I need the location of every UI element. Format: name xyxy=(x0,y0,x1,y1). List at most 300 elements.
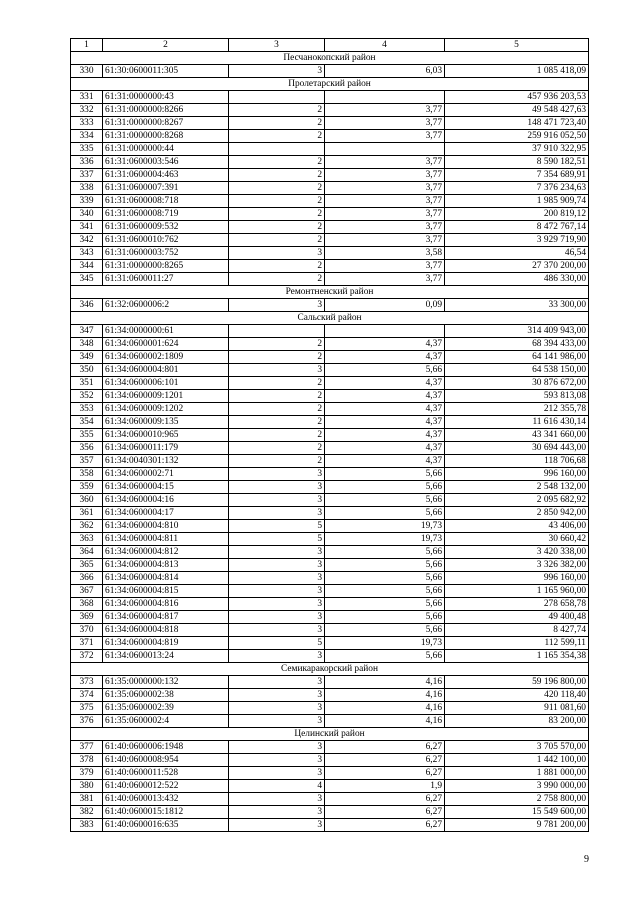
table-row xyxy=(71,182,589,195)
rate-cell: 4,16 xyxy=(325,676,445,689)
table-row xyxy=(71,689,589,702)
cadastral-number-cell: 61:40:0600008:954 xyxy=(103,754,229,767)
table-row xyxy=(71,533,589,546)
row-number-cell: 338 xyxy=(71,182,103,195)
rate-cell xyxy=(325,143,445,156)
rate-cell: 5,66 xyxy=(325,481,445,494)
cadastral-number-cell: 61:40:0600011:528 xyxy=(103,767,229,780)
row-number-cell: 354 xyxy=(71,416,103,429)
row-number-cell: 332 xyxy=(71,104,103,117)
rate-cell: 19,73 xyxy=(325,533,445,546)
row-number-cell: 356 xyxy=(71,442,103,455)
value-cell: 64 141 986,00 xyxy=(445,351,589,364)
row-number-cell: 358 xyxy=(71,468,103,481)
table-row xyxy=(71,429,589,442)
cadastral-number-cell: 61:34:0600002:1809 xyxy=(103,351,229,364)
category-cell: 2 xyxy=(229,351,325,364)
row-number-cell: 352 xyxy=(71,390,103,403)
cadastral-number-cell: 61:34:0600004:818 xyxy=(103,624,229,637)
value-cell: 911 081,60 xyxy=(445,702,589,715)
district-header-row xyxy=(71,78,589,91)
category-cell: 5 xyxy=(229,533,325,546)
value-cell: 486 330,00 xyxy=(445,273,589,286)
cadastral-number-cell: 61:35:0600002:39 xyxy=(103,702,229,715)
category-cell xyxy=(229,143,325,156)
rate-cell: 4,37 xyxy=(325,351,445,364)
table-row xyxy=(71,611,589,624)
value-cell: 1 881 000,00 xyxy=(445,767,589,780)
district-name: Семикаракорский район xyxy=(71,663,589,676)
rate-cell xyxy=(325,91,445,104)
district-name: Пролетарский район xyxy=(71,78,589,91)
cadastral-number-cell: 61:31:0600008:719 xyxy=(103,208,229,221)
value-cell: 33 300,00 xyxy=(445,299,589,312)
rate-cell: 4,37 xyxy=(325,416,445,429)
value-cell: 118 706,68 xyxy=(445,455,589,468)
cadastral-number-cell: 61:30:0600011:305 xyxy=(103,65,229,78)
category-cell: 2 xyxy=(229,338,325,351)
value-cell: 83 200,00 xyxy=(445,715,589,728)
row-number-cell: 359 xyxy=(71,481,103,494)
category-cell: 3 xyxy=(229,676,325,689)
rate-cell: 4,37 xyxy=(325,377,445,390)
cadastral-number-cell: 61:34:0600004:16 xyxy=(103,494,229,507)
row-number-cell: 331 xyxy=(71,91,103,104)
cadastral-number-cell: 61:34:0600001:624 xyxy=(103,338,229,351)
cadastral-number-cell: 61:31:0600004:463 xyxy=(103,169,229,182)
category-cell: 3 xyxy=(229,702,325,715)
table-row xyxy=(71,494,589,507)
table-row xyxy=(71,442,589,455)
category-cell: 4 xyxy=(229,780,325,793)
rate-cell: 5,66 xyxy=(325,559,445,572)
table-row xyxy=(71,780,589,793)
row-number-cell: 351 xyxy=(71,377,103,390)
value-cell: 68 394 433,00 xyxy=(445,338,589,351)
rate-cell: 3,58 xyxy=(325,247,445,260)
cadastral-number-cell: 61:40:0600016:635 xyxy=(103,819,229,832)
row-number-cell: 361 xyxy=(71,507,103,520)
table-row xyxy=(71,520,589,533)
cadastral-number-cell: 61:40:0600006:1948 xyxy=(103,741,229,754)
category-cell: 3 xyxy=(229,585,325,598)
category-cell: 2 xyxy=(229,455,325,468)
category-cell: 3 xyxy=(229,741,325,754)
rate-cell: 3,77 xyxy=(325,182,445,195)
category-cell: 3 xyxy=(229,468,325,481)
rate-cell: 3,77 xyxy=(325,208,445,221)
cadastral-number-cell: 61:35:0600002:38 xyxy=(103,689,229,702)
table-row xyxy=(71,143,589,156)
value-cell: 3 420 338,00 xyxy=(445,546,589,559)
column-number-header-row xyxy=(71,39,589,52)
category-cell: 2 xyxy=(229,221,325,234)
value-cell: 3 326 382,00 xyxy=(445,559,589,572)
value-cell: 7 376 234,63 xyxy=(445,182,589,195)
row-number-cell: 348 xyxy=(71,338,103,351)
cadastral-number-cell: 61:34:0000000:61 xyxy=(103,325,229,338)
column-header: 3 xyxy=(229,39,325,52)
table-row xyxy=(71,468,589,481)
district-name: Сальский район xyxy=(71,312,589,325)
row-number-cell: 335 xyxy=(71,143,103,156)
table-row xyxy=(71,806,589,819)
value-cell: 8 472 767,14 xyxy=(445,221,589,234)
district-header-row xyxy=(71,728,589,741)
rate-cell: 5,66 xyxy=(325,468,445,481)
row-number-cell: 376 xyxy=(71,715,103,728)
rate-cell: 3,77 xyxy=(325,273,445,286)
rate-cell: 1,9 xyxy=(325,780,445,793)
value-cell: 30 660,42 xyxy=(445,533,589,546)
rate-cell: 5,66 xyxy=(325,494,445,507)
value-cell: 457 936 203,53 xyxy=(445,91,589,104)
value-cell: 2 095 682,92 xyxy=(445,494,589,507)
cadastral-number-cell: 61:31:0600010:762 xyxy=(103,234,229,247)
category-cell: 3 xyxy=(229,65,325,78)
table-row xyxy=(71,156,589,169)
row-number-cell: 330 xyxy=(71,65,103,78)
row-number-cell: 339 xyxy=(71,195,103,208)
table-row xyxy=(71,481,589,494)
cadastral-number-cell: 61:34:0040301:132 xyxy=(103,455,229,468)
category-cell: 2 xyxy=(229,182,325,195)
cadastral-number-cell: 61:31:0000000:8268 xyxy=(103,130,229,143)
row-number-cell: 365 xyxy=(71,559,103,572)
value-cell: 3 705 570,00 xyxy=(445,741,589,754)
register-table-body xyxy=(71,39,589,832)
row-number-cell: 369 xyxy=(71,611,103,624)
table-row xyxy=(71,741,589,754)
rate-cell: 5,66 xyxy=(325,598,445,611)
cadastral-number-cell: 61:34:0600011:179 xyxy=(103,442,229,455)
rate-cell: 19,73 xyxy=(325,520,445,533)
table-row xyxy=(71,676,589,689)
cadastral-number-cell: 61:32:0600006:2 xyxy=(103,299,229,312)
table-row xyxy=(71,130,589,143)
category-cell: 2 xyxy=(229,234,325,247)
value-cell: 314 409 943,00 xyxy=(445,325,589,338)
table-row xyxy=(71,65,589,78)
category-cell: 3 xyxy=(229,767,325,780)
category-cell: 5 xyxy=(229,637,325,650)
table-row xyxy=(71,221,589,234)
table-row xyxy=(71,767,589,780)
category-cell: 3 xyxy=(229,689,325,702)
value-cell: 996 160,00 xyxy=(445,572,589,585)
table-row xyxy=(71,351,589,364)
rate-cell: 4,37 xyxy=(325,338,445,351)
cadastral-number-cell: 61:31:0600003:752 xyxy=(103,247,229,260)
rate-cell: 6,03 xyxy=(325,65,445,78)
cadastral-number-cell: 61:34:0600002:71 xyxy=(103,468,229,481)
value-cell: 2 548 132,00 xyxy=(445,481,589,494)
page-number: 9 xyxy=(584,854,589,865)
rate-cell: 4,37 xyxy=(325,442,445,455)
category-cell: 3 xyxy=(229,546,325,559)
cadastral-number-cell: 61:31:0000000:8265 xyxy=(103,260,229,273)
rate-cell: 3,77 xyxy=(325,156,445,169)
cadastral-number-cell: 61:31:0000000:44 xyxy=(103,143,229,156)
value-cell: 46,54 xyxy=(445,247,589,260)
row-number-cell: 379 xyxy=(71,767,103,780)
row-number-cell: 341 xyxy=(71,221,103,234)
cadastral-number-cell: 61:34:0600013:24 xyxy=(103,650,229,663)
value-cell: 200 819,12 xyxy=(445,208,589,221)
table-row xyxy=(71,650,589,663)
rate-cell: 3,77 xyxy=(325,234,445,247)
row-number-cell: 380 xyxy=(71,780,103,793)
category-cell: 2 xyxy=(229,156,325,169)
value-cell: 996 160,00 xyxy=(445,468,589,481)
row-number-cell: 371 xyxy=(71,637,103,650)
cadastral-number-cell: 61:35:0000000:132 xyxy=(103,676,229,689)
table-row xyxy=(71,377,589,390)
category-cell: 2 xyxy=(229,117,325,130)
value-cell: 30 694 443,00 xyxy=(445,442,589,455)
rate-cell: 6,27 xyxy=(325,754,445,767)
value-cell: 1 165 960,00 xyxy=(445,585,589,598)
register-table xyxy=(70,38,589,832)
value-cell: 43 406,00 xyxy=(445,520,589,533)
row-number-cell: 367 xyxy=(71,585,103,598)
category-cell: 2 xyxy=(229,416,325,429)
cadastral-number-cell: 61:31:0000000:8266 xyxy=(103,104,229,117)
value-cell: 259 916 052,50 xyxy=(445,130,589,143)
row-number-cell: 378 xyxy=(71,754,103,767)
table-row xyxy=(71,546,589,559)
cadastral-number-cell: 61:31:0600009:532 xyxy=(103,221,229,234)
table-row xyxy=(71,104,589,117)
rate-cell: 4,37 xyxy=(325,390,445,403)
cadastral-number-cell: 61:34:0600010:965 xyxy=(103,429,229,442)
category-cell: 3 xyxy=(229,715,325,728)
value-cell: 1 985 909,74 xyxy=(445,195,589,208)
rate-cell: 5,66 xyxy=(325,364,445,377)
column-header: 4 xyxy=(325,39,445,52)
value-cell: 3 990 000,00 xyxy=(445,780,589,793)
table-row xyxy=(71,624,589,637)
row-number-cell: 363 xyxy=(71,533,103,546)
row-number-cell: 360 xyxy=(71,494,103,507)
cadastral-number-cell: 61:34:0600004:817 xyxy=(103,611,229,624)
value-cell: 27 370 200,00 xyxy=(445,260,589,273)
district-header-row xyxy=(71,312,589,325)
table-row xyxy=(71,455,589,468)
cadastral-number-cell: 61:31:0600008:718 xyxy=(103,195,229,208)
cadastral-number-cell: 61:34:0600004:816 xyxy=(103,598,229,611)
category-cell: 3 xyxy=(229,507,325,520)
value-cell: 2 758 800,00 xyxy=(445,793,589,806)
category-cell xyxy=(229,325,325,338)
row-number-cell: 344 xyxy=(71,260,103,273)
value-cell: 7 354 689,91 xyxy=(445,169,589,182)
category-cell: 2 xyxy=(229,273,325,286)
rate-cell: 6,27 xyxy=(325,806,445,819)
row-number-cell: 364 xyxy=(71,546,103,559)
district-header-row xyxy=(71,663,589,676)
cadastral-number-cell: 61:34:0600004:819 xyxy=(103,637,229,650)
table-row xyxy=(71,754,589,767)
value-cell: 15 549 600,00 xyxy=(445,806,589,819)
row-number-cell: 368 xyxy=(71,598,103,611)
row-number-cell: 346 xyxy=(71,299,103,312)
row-number-cell: 347 xyxy=(71,325,103,338)
cadastral-number-cell: 61:34:0600009:1202 xyxy=(103,403,229,416)
rate-cell: 3,77 xyxy=(325,221,445,234)
row-number-cell: 355 xyxy=(71,429,103,442)
rate-cell: 6,27 xyxy=(325,741,445,754)
row-number-cell: 336 xyxy=(71,156,103,169)
value-cell: 30 876 672,00 xyxy=(445,377,589,390)
rate-cell: 5,66 xyxy=(325,624,445,637)
table-row xyxy=(71,169,589,182)
row-number-cell: 349 xyxy=(71,351,103,364)
table-row xyxy=(71,195,589,208)
rate-cell: 5,66 xyxy=(325,546,445,559)
table-row xyxy=(71,559,589,572)
value-cell: 278 658,78 xyxy=(445,598,589,611)
table-row xyxy=(71,390,589,403)
cadastral-number-cell: 61:34:0600004:815 xyxy=(103,585,229,598)
category-cell: 3 xyxy=(229,247,325,260)
rate-cell xyxy=(325,325,445,338)
row-number-cell: 373 xyxy=(71,676,103,689)
row-number-cell: 342 xyxy=(71,234,103,247)
table-row xyxy=(71,637,589,650)
rate-cell: 4,16 xyxy=(325,702,445,715)
cadastral-number-cell: 61:31:0000000:43 xyxy=(103,91,229,104)
cadastral-number-cell: 61:34:0600004:15 xyxy=(103,481,229,494)
table-row xyxy=(71,715,589,728)
value-cell: 49 400,48 xyxy=(445,611,589,624)
table-row xyxy=(71,819,589,832)
cadastral-number-cell: 61:31:0600011:27 xyxy=(103,273,229,286)
value-cell: 112 599,11 xyxy=(445,637,589,650)
table-row xyxy=(71,702,589,715)
category-cell: 2 xyxy=(229,260,325,273)
row-number-cell: 372 xyxy=(71,650,103,663)
rate-cell: 3,77 xyxy=(325,169,445,182)
table-row xyxy=(71,260,589,273)
district-header-row xyxy=(71,286,589,299)
value-cell: 8 427,74 xyxy=(445,624,589,637)
district-name: Целинский район xyxy=(71,728,589,741)
table-row xyxy=(71,117,589,130)
table-row xyxy=(71,403,589,416)
row-number-cell: 381 xyxy=(71,793,103,806)
value-cell: 148 471 723,40 xyxy=(445,117,589,130)
category-cell: 3 xyxy=(229,611,325,624)
category-cell: 2 xyxy=(229,442,325,455)
value-cell: 420 118,40 xyxy=(445,689,589,702)
value-cell: 3 929 719,90 xyxy=(445,234,589,247)
value-cell: 9 781 200,00 xyxy=(445,819,589,832)
rate-cell: 0,09 xyxy=(325,299,445,312)
rate-cell: 3,77 xyxy=(325,260,445,273)
district-header-row xyxy=(71,52,589,65)
table-row xyxy=(71,598,589,611)
category-cell: 3 xyxy=(229,299,325,312)
category-cell: 3 xyxy=(229,559,325,572)
row-number-cell: 337 xyxy=(71,169,103,182)
category-cell: 2 xyxy=(229,208,325,221)
rate-cell: 3,77 xyxy=(325,117,445,130)
category-cell: 3 xyxy=(229,819,325,832)
category-cell: 2 xyxy=(229,169,325,182)
column-header: 5 xyxy=(445,39,589,52)
column-header: 2 xyxy=(103,39,229,52)
cadastral-number-cell: 61:31:0600003:546 xyxy=(103,156,229,169)
table-row xyxy=(71,572,589,585)
category-cell: 3 xyxy=(229,754,325,767)
category-cell: 3 xyxy=(229,481,325,494)
cadastral-number-cell: 61:31:0000000:8267 xyxy=(103,117,229,130)
cadastral-number-cell: 61:40:0600015:1812 xyxy=(103,806,229,819)
row-number-cell: 375 xyxy=(71,702,103,715)
rate-cell: 4,37 xyxy=(325,403,445,416)
value-cell: 49 548 427,63 xyxy=(445,104,589,117)
row-number-cell: 350 xyxy=(71,364,103,377)
table-row xyxy=(71,416,589,429)
value-cell: 593 813,08 xyxy=(445,390,589,403)
table-row xyxy=(71,234,589,247)
row-number-cell: 333 xyxy=(71,117,103,130)
category-cell: 3 xyxy=(229,806,325,819)
rate-cell: 4,37 xyxy=(325,429,445,442)
value-cell: 2 850 942,00 xyxy=(445,507,589,520)
cadastral-number-cell: 61:34:0600004:813 xyxy=(103,559,229,572)
row-number-cell: 353 xyxy=(71,403,103,416)
row-number-cell: 340 xyxy=(71,208,103,221)
value-cell: 11 616 430,14 xyxy=(445,416,589,429)
value-cell: 1 442 100,00 xyxy=(445,754,589,767)
table-row xyxy=(71,91,589,104)
cadastral-number-cell: 61:40:0600013:432 xyxy=(103,793,229,806)
rate-cell: 6,27 xyxy=(325,819,445,832)
category-cell: 2 xyxy=(229,104,325,117)
rate-cell: 6,27 xyxy=(325,767,445,780)
category-cell: 2 xyxy=(229,403,325,416)
category-cell: 3 xyxy=(229,793,325,806)
row-number-cell: 357 xyxy=(71,455,103,468)
district-name: Ремонтненский район xyxy=(71,286,589,299)
category-cell: 2 xyxy=(229,377,325,390)
rate-cell: 6,27 xyxy=(325,793,445,806)
table-row xyxy=(71,793,589,806)
category-cell: 2 xyxy=(229,390,325,403)
rate-cell: 4,37 xyxy=(325,455,445,468)
table-row xyxy=(71,273,589,286)
value-cell: 1 085 418,09 xyxy=(445,65,589,78)
rate-cell: 4,16 xyxy=(325,689,445,702)
rate-cell: 5,66 xyxy=(325,507,445,520)
row-number-cell: 377 xyxy=(71,741,103,754)
table-row xyxy=(71,247,589,260)
cadastral-number-cell: 61:34:0600006:101 xyxy=(103,377,229,390)
table-row xyxy=(71,585,589,598)
category-cell: 5 xyxy=(229,520,325,533)
rate-cell: 3,77 xyxy=(325,195,445,208)
category-cell: 2 xyxy=(229,195,325,208)
rate-cell: 5,66 xyxy=(325,611,445,624)
cadastral-number-cell: 61:34:0600004:814 xyxy=(103,572,229,585)
cadastral-number-cell: 61:31:0600007:391 xyxy=(103,182,229,195)
value-cell: 59 196 800,00 xyxy=(445,676,589,689)
cadastral-number-cell: 61:34:0600004:810 xyxy=(103,520,229,533)
rate-cell: 19,73 xyxy=(325,637,445,650)
value-cell: 64 538 150,00 xyxy=(445,364,589,377)
